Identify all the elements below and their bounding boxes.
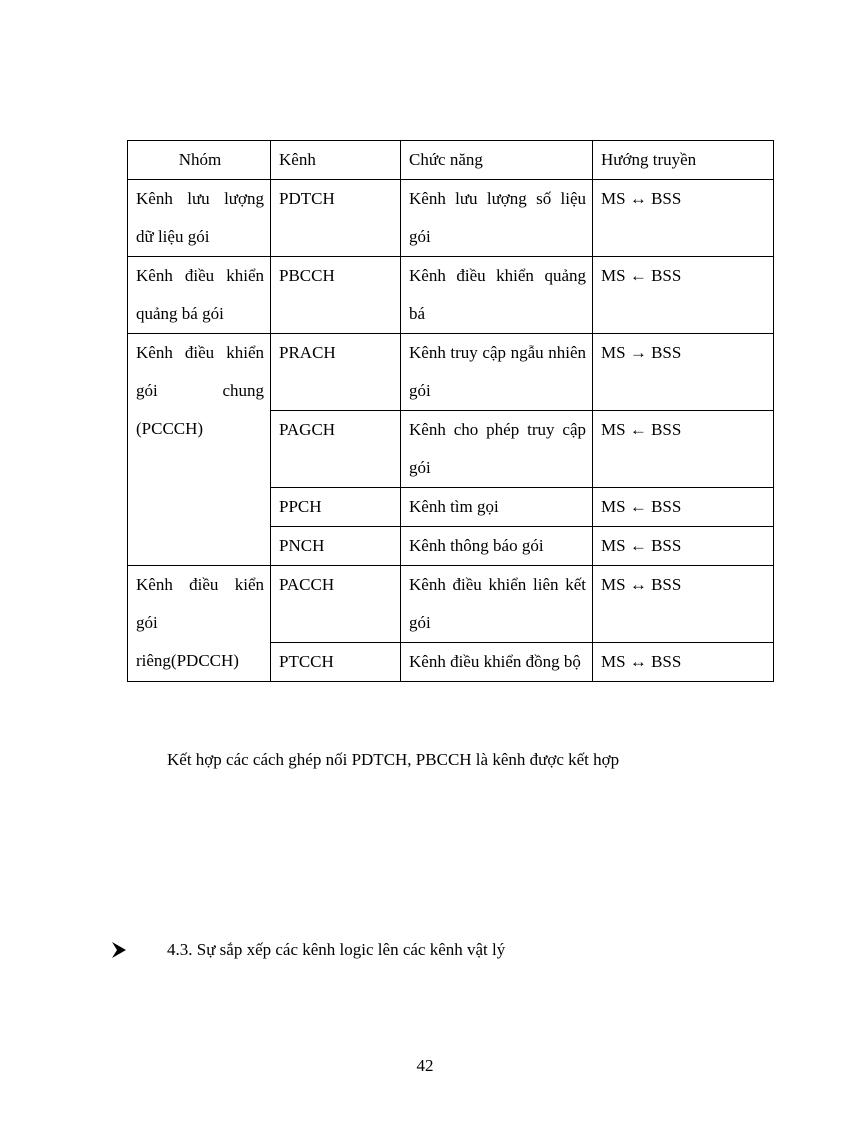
cell-direction: MS ← BSS xyxy=(593,257,774,334)
cell-direction: MS ← BSS xyxy=(593,411,774,488)
cell-direction: MS → BSS xyxy=(593,334,774,411)
table-header-row xyxy=(128,141,774,180)
clipped-text-line xyxy=(127,750,773,769)
cell-channel: PTCCH xyxy=(271,643,401,682)
cell-function: Kênh cho phép truy cập gói xyxy=(401,411,593,488)
cell-group: Kênh điều khiển gói chung (PCCCH) xyxy=(128,334,271,566)
clipped-text: Kết hợp các cách ghép nối PDTCH, PBCCH là kênh được kết hợp xyxy=(167,750,620,769)
page-number: 42 xyxy=(416,1056,434,1075)
cell-function: Kênh điều khiển đồng bộ xyxy=(401,643,593,682)
table-row xyxy=(128,180,774,257)
cell-channel: PNCH xyxy=(271,527,401,566)
cell-function: Kênh lưu lượng số liệu gói xyxy=(401,180,593,257)
cell-direction: MS ↔ BSS xyxy=(593,643,774,682)
cell-direction: MS ← BSS xyxy=(593,527,774,566)
section-heading xyxy=(111,940,505,960)
cell-group: Kênh điều khiển quảng bá gói xyxy=(128,257,271,334)
header-group: Nhóm xyxy=(128,141,271,180)
table-row xyxy=(128,257,774,334)
cell-group: Kênh điều kiển gói riêng(PDCCH) xyxy=(128,566,271,682)
cell-direction: MS ← BSS xyxy=(593,488,774,527)
section-title: 4.3. Sự sắp xếp các kênh logic lên các kênh vật lý xyxy=(167,940,506,959)
table-row xyxy=(128,566,774,643)
header-channel: Kênh xyxy=(271,141,401,180)
header-function: Chức năng xyxy=(401,141,593,180)
cell-function: Kênh điều khiển liên kết gói xyxy=(401,566,593,643)
header-direction: Hướng truyền xyxy=(593,141,774,180)
cell-function: Kênh thông báo gói xyxy=(401,527,593,566)
cell-channel: PDTCH xyxy=(271,180,401,257)
cell-function: Kênh truy cập ngẫu nhiên gói xyxy=(401,334,593,411)
cell-direction: MS ↔ BSS xyxy=(593,566,774,643)
cell-channel: PACCH xyxy=(271,566,401,643)
cell-channel: PPCH xyxy=(271,488,401,527)
table-row xyxy=(128,334,774,411)
cell-direction: MS ↔ BSS xyxy=(593,180,774,257)
cell-channel: PRACH xyxy=(271,334,401,411)
cell-function: Kênh tìm gọi xyxy=(401,488,593,527)
channel-table-container xyxy=(127,140,773,682)
logical-channel-table xyxy=(127,140,774,682)
cell-group: Kênh lưu lượng dữ liệu gói xyxy=(128,180,271,257)
cell-channel: PAGCH xyxy=(271,411,401,488)
arrowhead-bullet-icon xyxy=(111,941,127,959)
cell-channel: PBCCH xyxy=(271,257,401,334)
cell-function: Kênh điều khiển quảng bá xyxy=(401,257,593,334)
